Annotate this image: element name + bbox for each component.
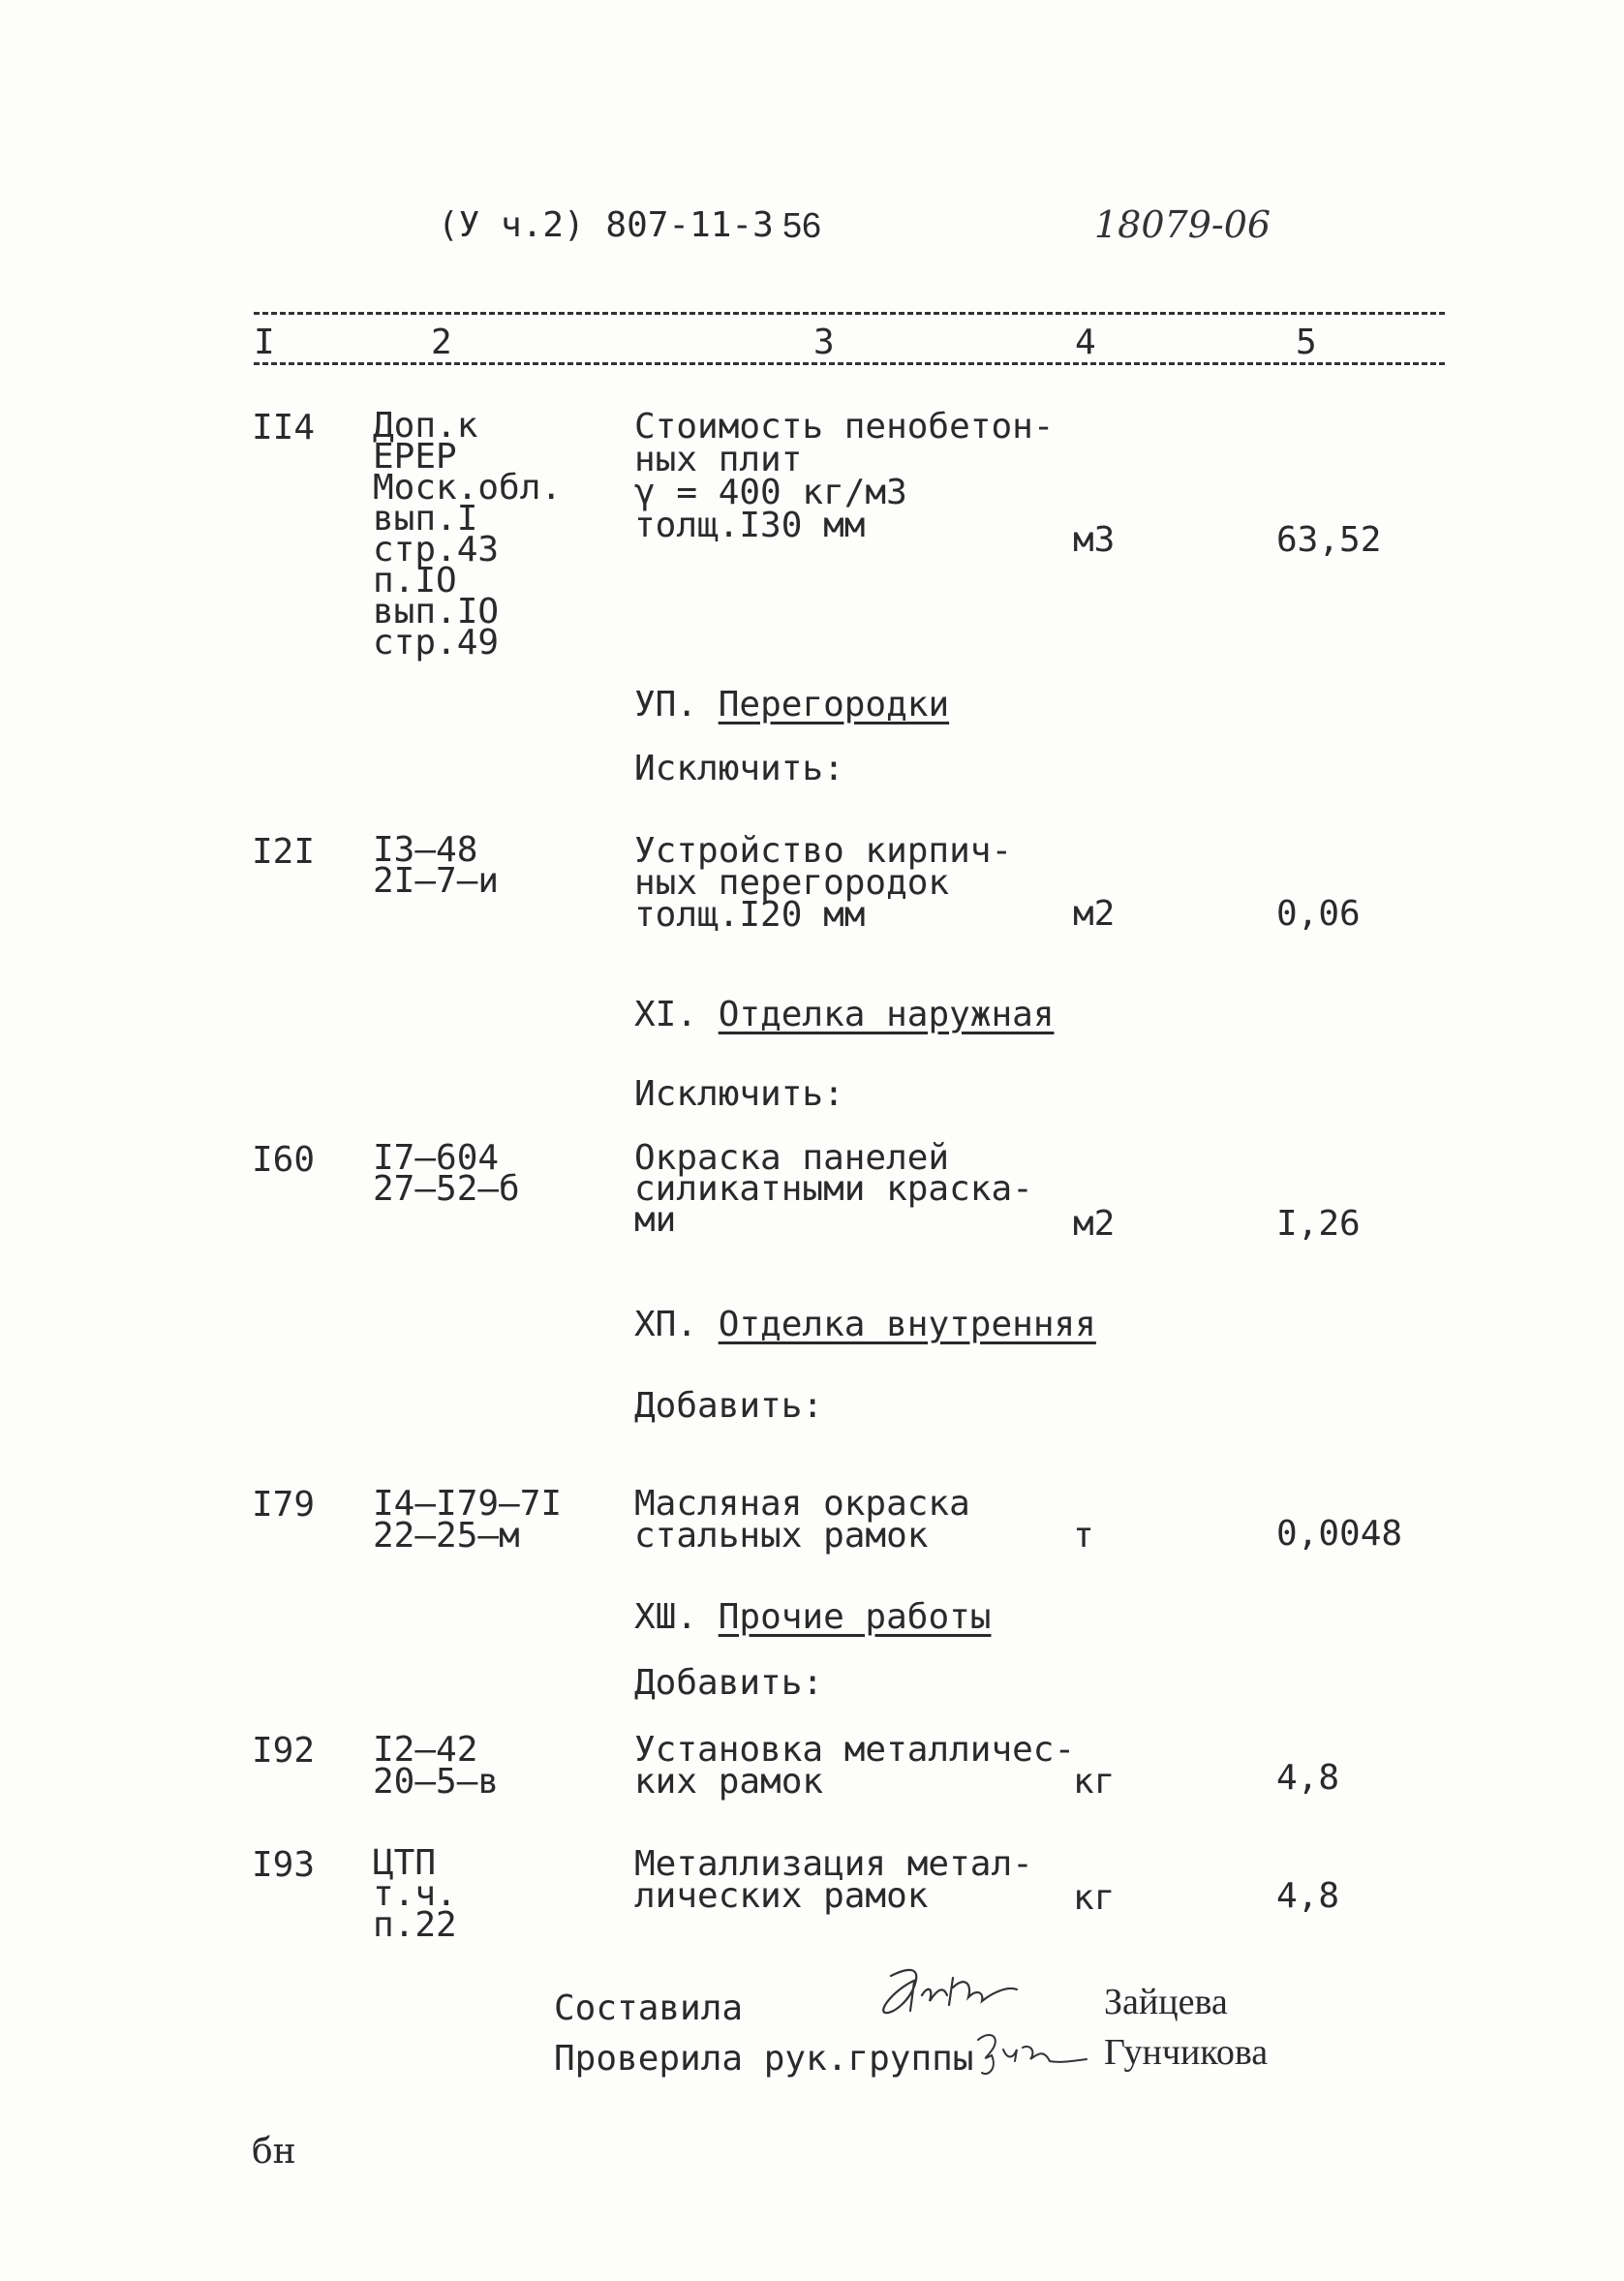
section-title: Отделка внутренняя — [718, 1305, 1096, 1344]
table-row-no: I92 — [252, 1731, 316, 1771]
table-row-no: I93 — [252, 1845, 316, 1885]
table-row-desc: Масляная окраска стальных рамок — [634, 1484, 970, 1556]
section-title: Отделка наружная — [718, 995, 1055, 1034]
footer-mark: бн — [252, 2132, 296, 2172]
table-row-qty: 0,0048 — [1276, 1514, 1403, 1554]
header-series: (У ч.2) 807-11-3 — [438, 205, 774, 245]
column-header-2: 2 — [431, 323, 452, 362]
table-row-desc: Окраска панелей силикатными краска- ми — [634, 1138, 1033, 1240]
table-row-unit: кг — [1073, 1762, 1116, 1802]
table-row-unit: м2 — [1073, 1204, 1116, 1244]
section-number: XI. — [634, 995, 698, 1034]
table-row-code: I7–604 27–52–б — [373, 1138, 520, 1209]
column-header-4: 4 — [1075, 323, 1096, 362]
table-row-desc: Металлизация метал- лических рамок — [634, 1844, 1033, 1916]
table-row-no: I60 — [252, 1140, 316, 1180]
header-doc-number: 18079-06 — [1094, 203, 1272, 246]
section-title: Прочие работы — [718, 1597, 992, 1637]
section-number: XШ. — [634, 1597, 698, 1637]
section-action: Добавить: — [634, 1386, 824, 1426]
column-header-1: I — [254, 323, 275, 362]
table-row-desc: Стоимость пенобетон- ных плит γ = 400 кг/м3 толщ.I30 мм — [634, 407, 1055, 545]
checked-by-label: Проверила рук.группы — [554, 2039, 974, 2079]
section-action: Исключить: — [634, 749, 844, 788]
table-row-qty: I,26 — [1276, 1204, 1361, 1244]
table-row-code: I4–I79–7I 22–25–м — [373, 1484, 563, 1556]
table-row-qty: 4,8 — [1276, 1758, 1340, 1798]
section-heading — [634, 995, 1055, 1034]
table-row-unit: т — [1073, 1516, 1094, 1556]
table-row-code: Доп.к ЕРЕР Моск.обл. вып.I стр.43 п.IO вып.IO стр.49 — [373, 406, 563, 663]
table-row-unit: кг — [1073, 1878, 1116, 1918]
signature-checked — [968, 2022, 1094, 2081]
table-row-desc: Установка металличес- ких рамок — [634, 1730, 1076, 1802]
table-row-unit: м3 — [1073, 520, 1116, 560]
column-header-3: 3 — [813, 323, 835, 362]
header-page-number: 56 — [782, 205, 822, 245]
table-row-code: ЦТП т.ч. п.22 — [373, 1843, 457, 1945]
table-row-unit: м2 — [1073, 894, 1116, 934]
table-row-code: I2–42 20–5–в — [373, 1730, 500, 1802]
table-row-code: I3–48 2I–7–и — [373, 830, 500, 901]
table-top-rule — [254, 312, 1445, 315]
table-row-no: II4 — [252, 408, 316, 447]
compiled-by-label: Составила — [554, 1988, 744, 2028]
compiled-by-name: Зайцева — [1104, 1982, 1228, 2022]
checked-by-name: Гунчикова — [1104, 2032, 1269, 2073]
table-row-desc: Устройство кирпич- ных перегородок толщ.I20 мм — [634, 831, 1013, 935]
section-title: Перегородки — [718, 685, 950, 724]
table-header-rule — [254, 362, 1445, 365]
table-row-qty: 0,06 — [1276, 894, 1361, 934]
table-row-qty: 4,8 — [1276, 1876, 1340, 1916]
column-header-5: 5 — [1296, 323, 1317, 362]
section-number: УП. — [634, 685, 698, 724]
table-row-no: I79 — [252, 1485, 316, 1525]
section-heading — [634, 685, 950, 724]
section-action: Исключить: — [634, 1074, 844, 1114]
section-heading — [634, 1305, 1096, 1344]
section-number: XП. — [634, 1305, 698, 1344]
section-action: Добавить: — [634, 1663, 824, 1703]
table-row-qty: 63,52 — [1276, 520, 1382, 560]
section-heading — [634, 1597, 992, 1637]
table-row-no: I2I — [252, 832, 316, 872]
